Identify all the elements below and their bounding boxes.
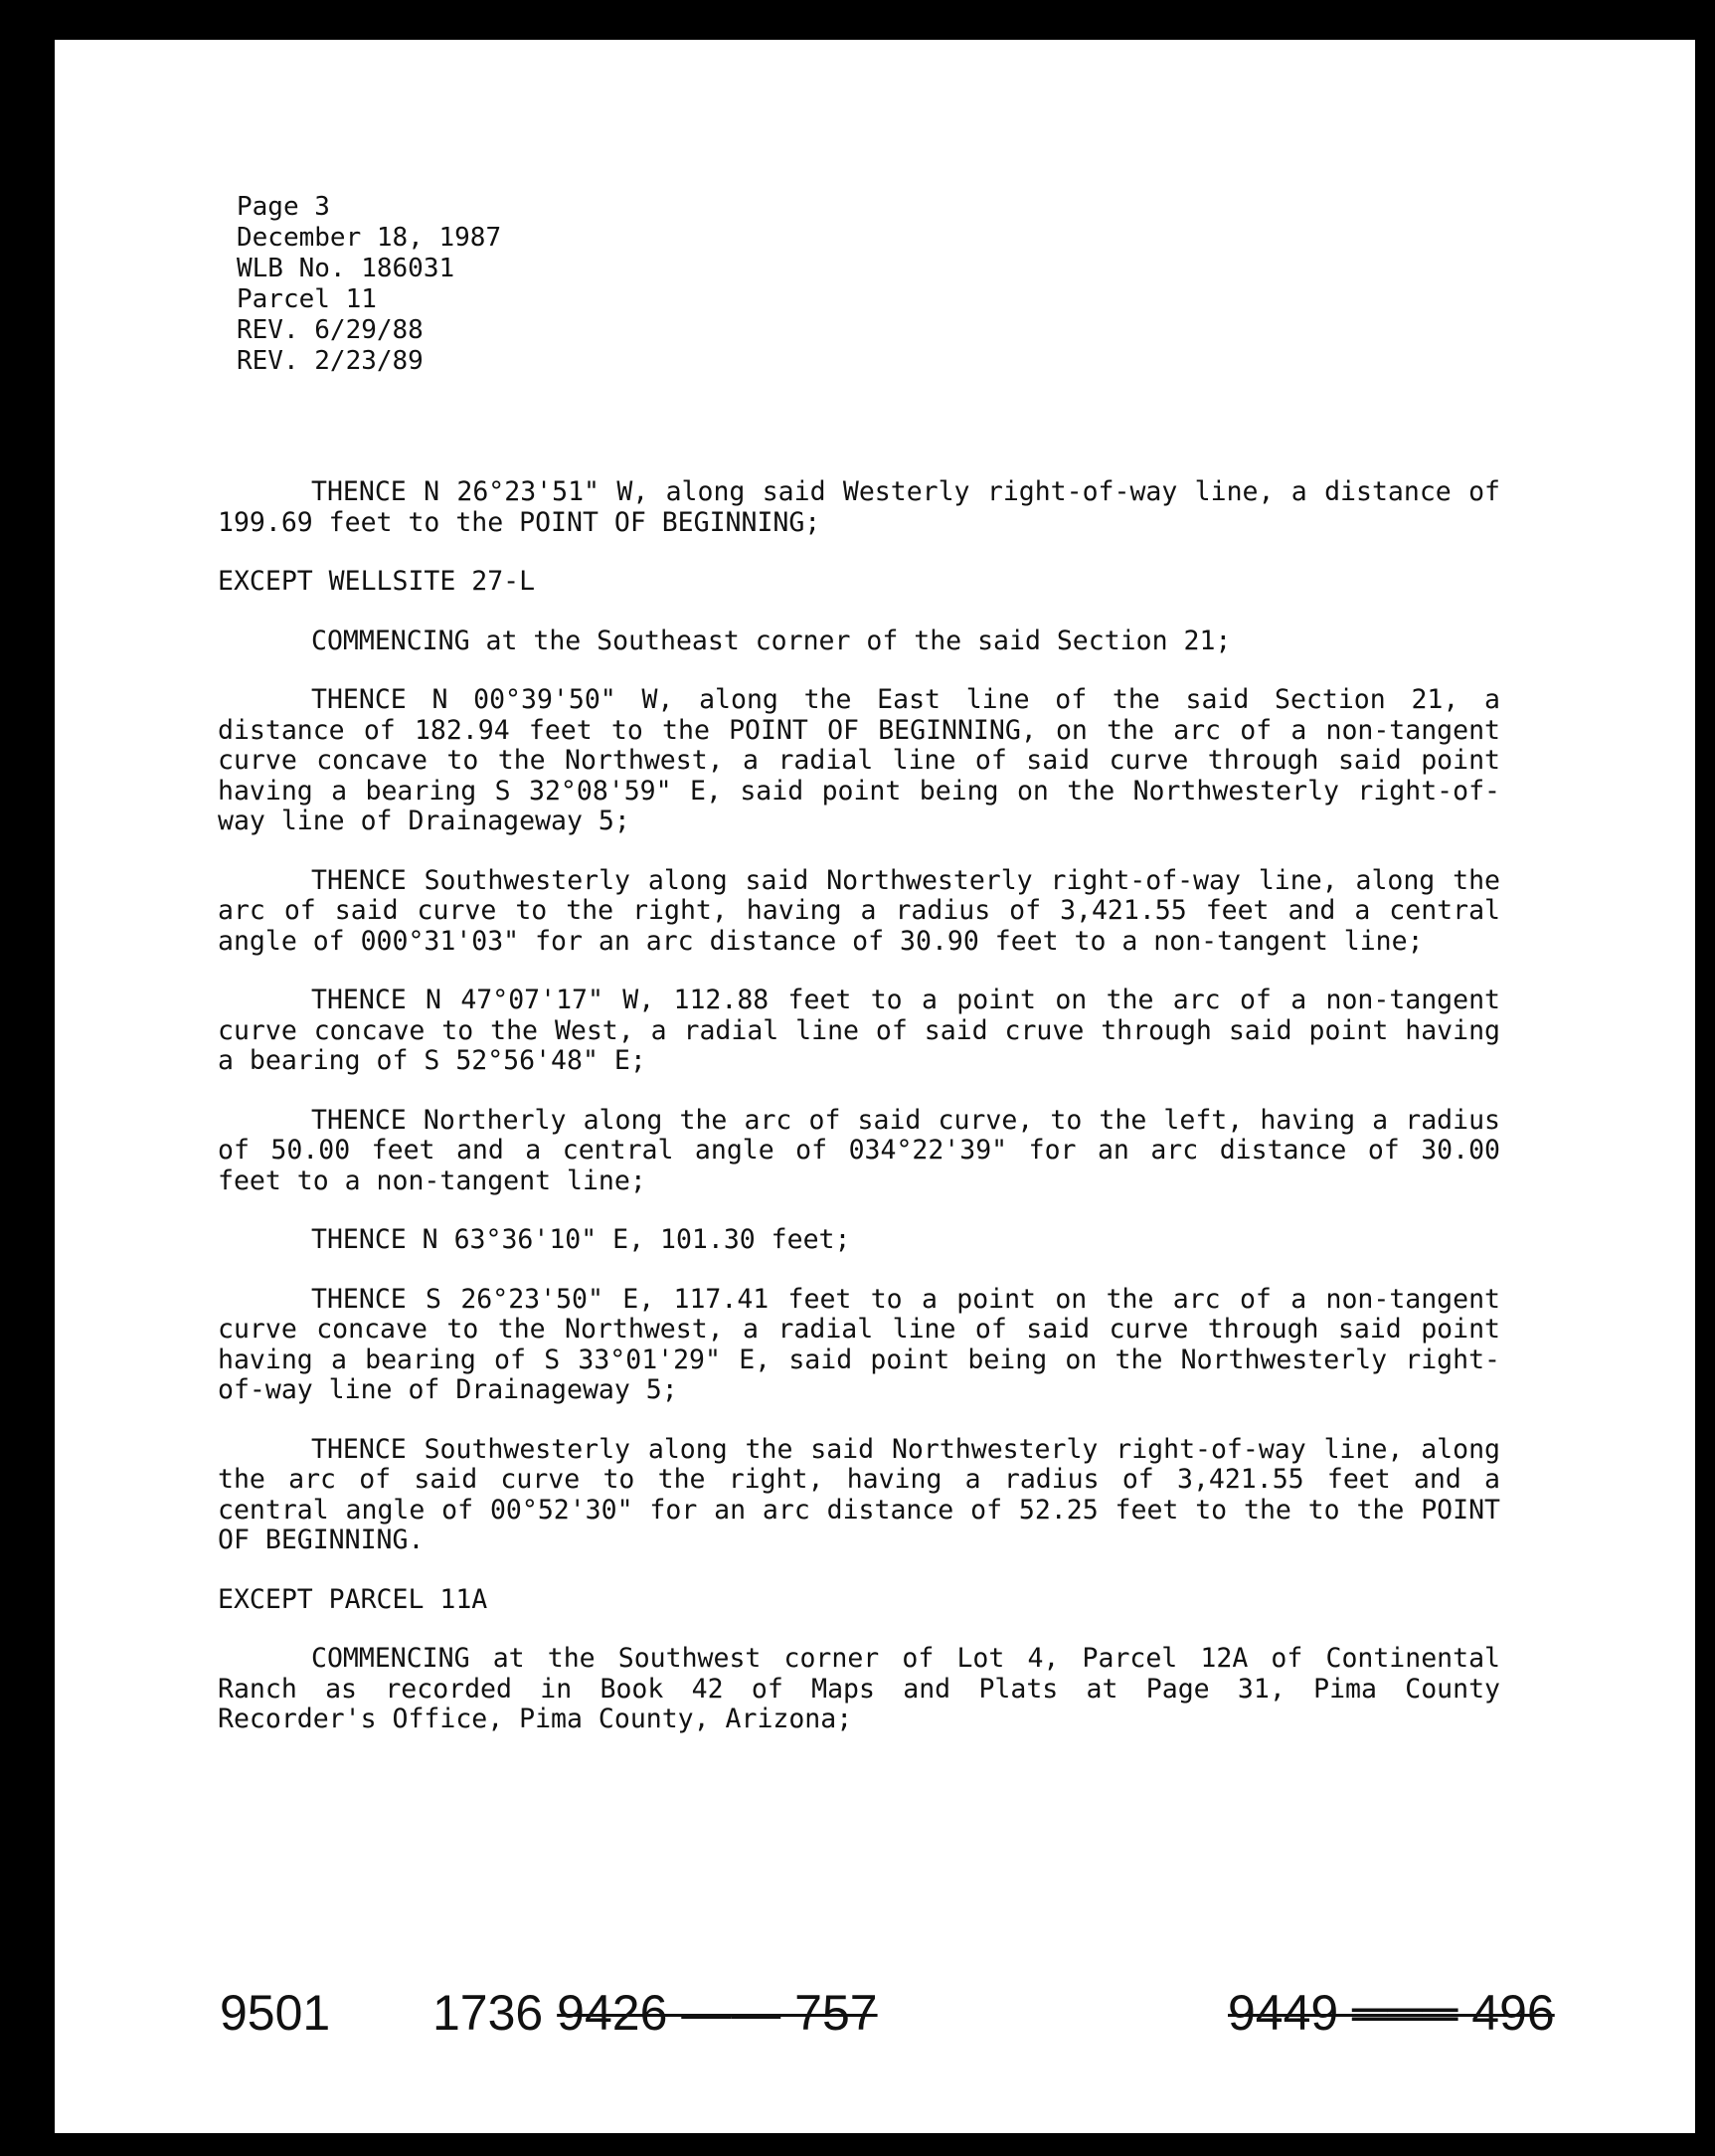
paragraph-10: COMMENCING at the Southwest corner of Lot 4, Parcel 12A of Continental Ranch as recorded in Book 42 of Maps and Plats at Page 31, Pima County Recorder's Office, Pima County, Arizona; bbox=[218, 1643, 1500, 1734]
paragraph-5: THENCE N 47°07'17" W, 112.88 feet to a point on the arc of a non-tangent curve concave to the West, a radial line of said cruve through said point having a bearing of S 52°56'48" E; bbox=[218, 985, 1500, 1076]
header-date: December 18, 1987 bbox=[237, 223, 502, 253]
document-header bbox=[237, 192, 501, 377]
document-body bbox=[218, 477, 1500, 1764]
paragraph-4: THENCE Southwesterly along said Northwesterly right-of-way line, along the arc of said curve to the right, having a radius of 3,421.55 feet and a central angle of 000°31'03" for an arc distance of 30.90 feet to a non-tangent line; bbox=[218, 864, 1500, 957]
paragraph-7: THENCE N 63°36'10" E, 101.30 feet; bbox=[311, 1224, 851, 1255]
header-wlb-number: WLB No. 186031 bbox=[237, 254, 455, 283]
heading-except-parcel: EXCEPT PARCEL 11A bbox=[218, 1583, 488, 1615]
stamp-number-middle bbox=[432, 1984, 878, 2042]
stamp-number-right-struck: 9449 ═══ 496 bbox=[1228, 1985, 1555, 2041]
stamp-number-left: 9501 bbox=[220, 1985, 331, 2041]
paragraph-6: THENCE Northerly along the arc of said curve, to the left, having a radius of 50.00 feet and a central angle of 034°22'39" for an arc distance of 30.00 feet to a non-tangent line; bbox=[218, 1104, 1500, 1196]
paragraph-2: COMMENCING at the Southeast corner of the said Section 21; bbox=[311, 625, 1232, 656]
paragraph-3: THENCE N 00°39'50" W, along the East line of the said Section 21, a distance of 182.94 feet to the POINT OF BEGINNING, on the arc of a non-tangent curve concave to the Northwest, a radial line of said curve through said point having a bearing S 32°08'59" E, said point being on the Northwesterly right-of-way line of Drainageway 5; bbox=[218, 684, 1500, 836]
header-page-number: Page 3 bbox=[237, 192, 330, 222]
heading-except-wellsite: EXCEPT WELLSITE 27-L bbox=[218, 566, 536, 597]
header-parcel: Parcel 11 bbox=[237, 284, 377, 314]
header-revision-1: REV. 6/29/88 bbox=[237, 315, 424, 345]
stamp-number-middle-current: 1736 bbox=[432, 1985, 544, 2041]
paragraph-8: THENCE S 26°23'50" E, 117.41 feet to a point on the arc of a non-tangent curve concave to the Northwest, a radial line of said curve through said point having a bearing of S 33°01'29" E, said point being on the Northwesterly right-of-way line of Drainageway 5; bbox=[218, 1283, 1500, 1405]
document-page bbox=[55, 40, 1695, 2133]
stamp-number-middle-struck: 9426 —— 757 bbox=[557, 1985, 878, 2041]
paragraph-1: THENCE N 26°23'51" W, along said Westerly right-of-way line, a distance of 199.69 feet to the POINT OF BEGINNING; bbox=[218, 476, 1500, 538]
paragraph-9: THENCE Southwesterly along the said Northwesterly right-of-way line, along the arc of said curve to the right, having a radius of 3,421.55 feet and a central angle of 00°52'30" for an arc distance of 52.25 feet to the to the POINT OF BEGINNING. bbox=[218, 1433, 1500, 1555]
header-revision-2: REV. 2/23/89 bbox=[237, 346, 424, 376]
